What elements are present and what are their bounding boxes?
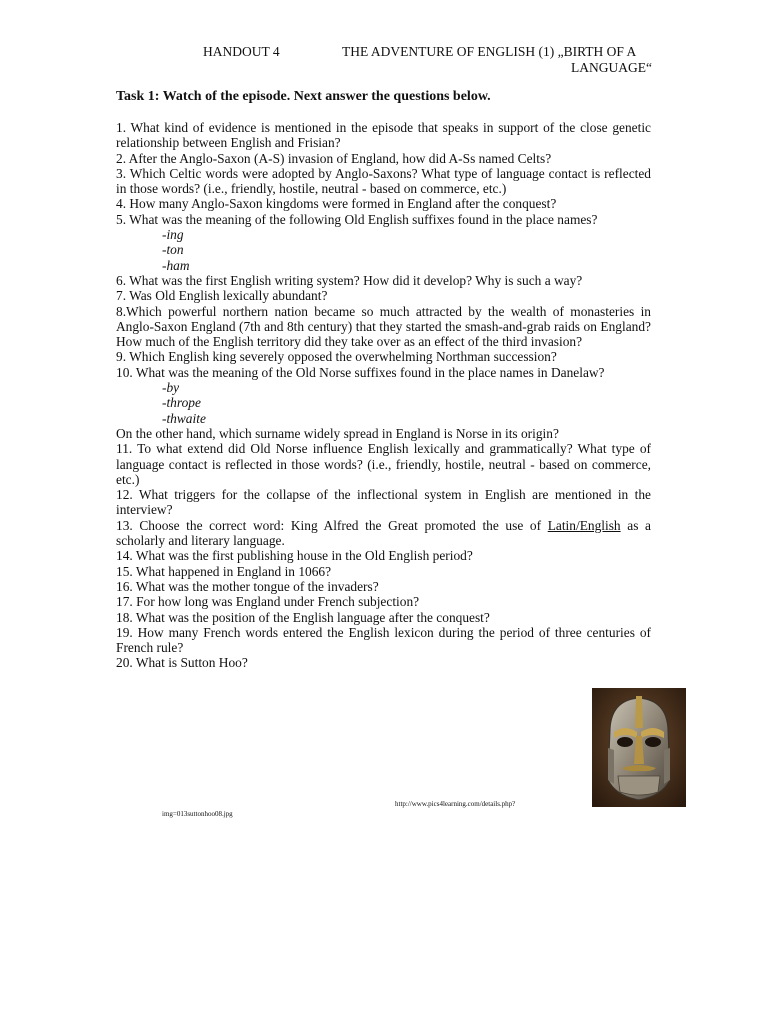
- question-15: 15. What happened in England in 1066?: [116, 563, 332, 579]
- suffix-item: -ton: [162, 242, 184, 258]
- sutton-hoo-helmet-image: [592, 688, 686, 807]
- question-16: 16. What was the mother tongue of the invaders?: [116, 578, 379, 594]
- question-10: 10. What was the meaning of the Old Norse suffixes found in the place names in Danelaw?: [116, 364, 605, 380]
- question-4: 4. How many Anglo-Saxon kingdoms were formed in England after the conquest?: [116, 196, 557, 212]
- question-12: 12. What triggers for the collapse of the inflectional system in English are mentioned in the interview?: [116, 487, 651, 518]
- title-line-1: THE ADVENTURE OF ENGLISH (1) „BIRTH OF A: [342, 44, 637, 59]
- image-source-caption-line-2: img=013suttonhoo08.jpg: [162, 810, 233, 818]
- question-10-extra: On the other hand, which surname widely spread in England is Norse in its origin?: [116, 425, 559, 441]
- question-13: [116, 518, 651, 549]
- suffix-item: -by: [162, 380, 180, 396]
- question-11: 11. To what extend did Old Norse influence English lexically and grammatically? What type of language contact is reflected in those words? (i.e., friendly, hostile, neutral - based on commerce, etc.): [116, 441, 651, 487]
- question-19: 19. How many French words entered the English lexicon during the period of three centuries of French rule?: [116, 624, 651, 656]
- question-14: 14. What was the first publishing house in the Old English period?: [116, 548, 473, 564]
- document-title: [342, 44, 652, 76]
- title-line-2: LANGUAGE“: [571, 60, 652, 75]
- question-18: 18. What was the position of the English language after the conquest?: [116, 609, 490, 625]
- suffix-item: -thwaite: [162, 410, 206, 426]
- question-13-before: 13. Choose the correct word: King Alfred the Great promoted the use of: [116, 517, 548, 533]
- question-13-after: as a scholarly and literary language.: [116, 517, 651, 549]
- handout-number: HANDOUT 4: [203, 44, 280, 59]
- question-5: 5. What was the meaning of the following Old English suffixes found in the place names?: [116, 211, 598, 227]
- question-20: 20. What is Sutton Hoo?: [116, 655, 248, 671]
- question-list: [116, 120, 651, 671]
- question-3: 3. Which Celtic words were adopted by Anglo-Saxons? What type of language contact is reflected in those words? (i.e., friendly, hostile, neutral - based on commerce, etc.): [116, 165, 651, 197]
- suffix-item: -thrope: [162, 395, 201, 411]
- task-heading: Task 1: Watch of the episode. Next answer the questions below.: [116, 89, 491, 104]
- suffix-item: -ham: [162, 257, 190, 273]
- question-6: 6. What was the first English writing system? How did it develop? Why is such a way?: [116, 272, 583, 288]
- question-17: 17. For how long was England under French subjection?: [116, 594, 420, 610]
- question-1: 1. What kind of evidence is mentioned in the episode that speaks in support of the close genetic relationship between English and Frisian?: [116, 120, 651, 151]
- suffix-item: -ing: [162, 227, 184, 243]
- question-7: 7. Was Old English lexically abundant?: [116, 288, 328, 304]
- helmet-illustration: [592, 688, 686, 807]
- word-choice: Latin/English: [547, 517, 621, 533]
- question-9: 9. Which English king severely opposed the overwhelming Northman succession?: [116, 349, 557, 365]
- image-source-caption-line-1: http://www.pics4learning.com/details.php?: [395, 800, 516, 808]
- question-8: 8.Which powerful northern nation became so much attracted by the wealth of monasteries in Anglo-Saxon England (7th and 8th century) that they started the smash-and-grab raids on England? How much of the English territory did they take over as an effect of the third invasion?: [116, 303, 651, 350]
- question-2: 2. After the Anglo-Saxon (A-S) invasion of England, how did A-Ss named Celts?: [116, 150, 552, 166]
